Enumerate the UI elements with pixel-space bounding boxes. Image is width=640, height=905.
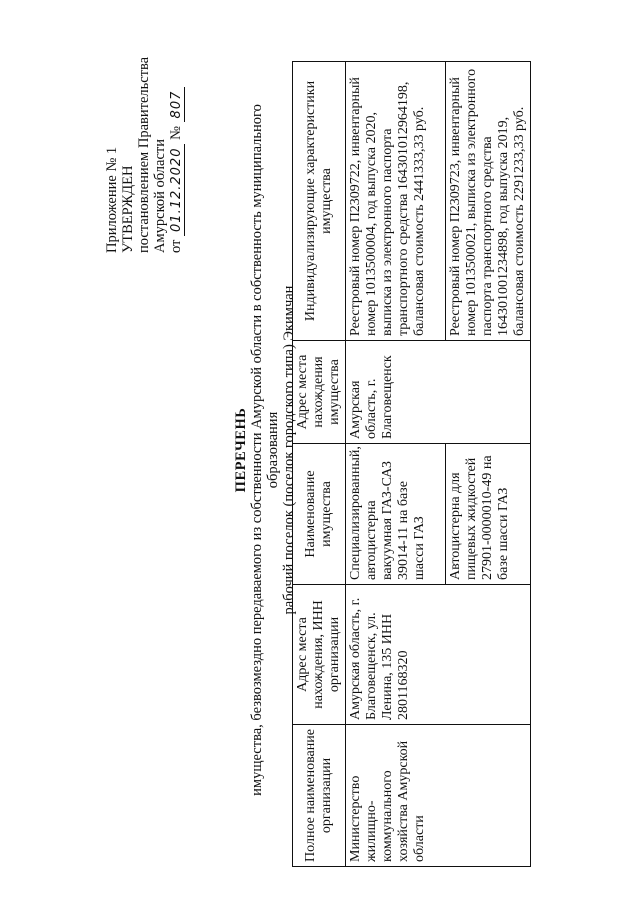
document-heading <box>233 65 297 835</box>
heading-line-2: рабочий поселок (поселок городского типа) Экимчан <box>281 285 297 615</box>
cell-property-name: Автоцистерна для пищевых жидкостей 27901-0000010-49 на базе шасси ГАЗ <box>446 444 531 585</box>
handwritten-date: 01.12.2020 <box>169 144 185 236</box>
cell-org-name: Министерство жилищно-коммунального хозяйства Амурской области <box>346 725 531 867</box>
heading-line-1: имущества, безвозмездно передаваемого из собственности Амурской области в собственность муниципального образования <box>249 104 281 796</box>
document-title: ПЕРЕЧЕНЬ <box>233 407 249 493</box>
table-header-row <box>293 62 346 867</box>
header-org-name: Полное наименование организации <box>293 725 346 867</box>
approved-label: УТВЕРЖДЕН <box>120 165 136 253</box>
cell-org-address: Амурская область, г. Благовещенск, ул. Ленина, 135 ИНН 2801168320 <box>346 585 531 725</box>
handwritten-number: 807 <box>169 87 185 123</box>
cell-property-details: Реестровый номер П2309723, инвентарный номер 1013500021, выписка из электронного паспорта транспортного средства 164301001234898, год выпуска 2019, балансовая стоимость 2291233,33 руб. <box>446 62 531 341</box>
header-property-name: Наименование имущества <box>293 444 346 585</box>
cell-property-name: Специализированный, автоцистерна вакуумная ГАЗ-САЗ 39014-11 на базе шасси ГАЗ <box>346 444 446 585</box>
property-table <box>292 61 531 867</box>
approved-by-resolution: постановлением Правительства <box>136 56 152 253</box>
number-prefix: № <box>168 126 184 140</box>
cell-property-address: Амурская область, г. Благовещенск <box>346 341 531 444</box>
header-org-address: Адрес места нахождения, ИНН организации <box>293 585 346 725</box>
approval-date-line <box>168 13 185 253</box>
header-property-address: Адрес места нахождения имущества <box>293 341 346 444</box>
appendix-number: Приложение № 1 <box>104 146 120 253</box>
header-property-details: Индивидуализирующие характеристики имущества <box>293 62 346 341</box>
table-row <box>346 62 446 867</box>
approval-block <box>104 13 185 253</box>
date-prefix: от <box>168 239 184 253</box>
approved-by-region: Амурской области <box>152 139 168 253</box>
cell-property-details: Реестровый номер П2309722, инвентарный номер 1013500004, год выпуска 2020, выписка из электронного паспорта транспортного средства 164301012964198, балансовая стоимость 2441333,33 руб. <box>346 62 446 341</box>
